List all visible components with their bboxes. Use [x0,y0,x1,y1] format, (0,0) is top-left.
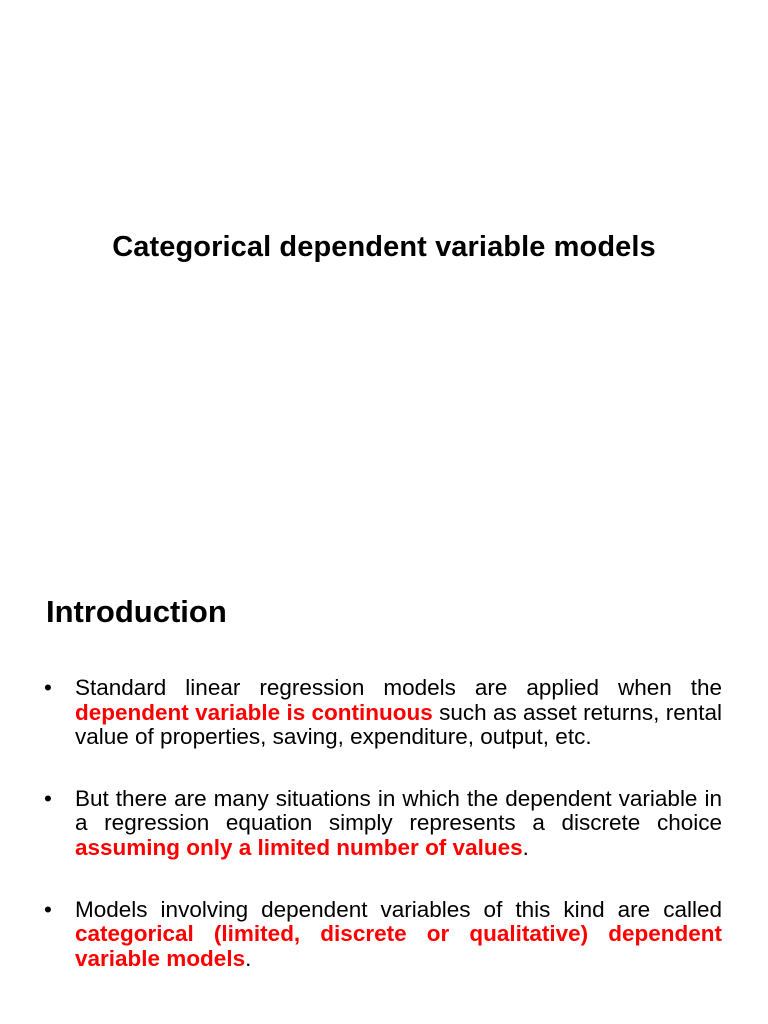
bullet-text: Models involving dependent variables of this kind are called [75,896,722,922]
bullet-marker: • [44,785,52,811]
bullet-item-3 [44,898,722,972]
section-heading: Introduction [46,594,227,629]
bullet-highlight: assuming only a limited number of values [75,834,523,860]
bullet-text: . [245,945,252,971]
slide-title: Categorical dependent variable models [112,231,656,263]
bullet-highlight: dependent variable is continuous [75,699,433,725]
bullet-text: But there are many situations in which the dependent variable in a regression equation simply represents a discrete choice [75,785,722,836]
bullet-item-2 [44,787,722,861]
bullet-text: such as asset returns, rental value of properties, saving, expenditure, output, etc. [75,699,723,750]
bullet-list [44,676,722,971]
bullet-marker: • [44,675,52,700]
bullet-marker: • [44,896,52,922]
bullet-highlight: categorical (limited, discrete or qualitative) dependent variable models [75,921,722,971]
bullet-text: . [522,834,529,860]
bullet-item-1 [44,676,722,750]
bullet-text: Standard linear regression models are applied when the [75,675,722,700]
